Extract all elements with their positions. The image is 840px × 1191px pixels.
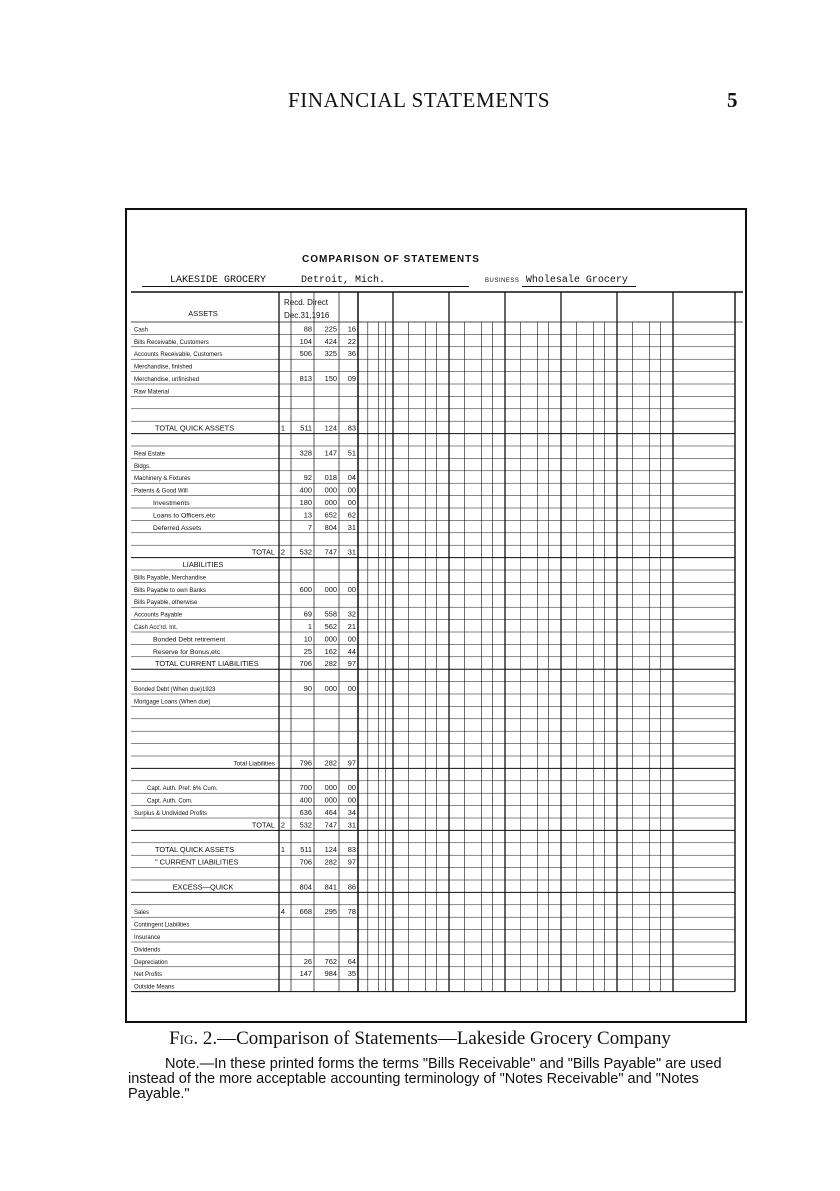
amount-cell: 124: [324, 423, 337, 433]
row-label: Loans to Officers,etc: [153, 512, 216, 520]
amount-cell: 282: [324, 758, 337, 768]
amount-cell: 000: [324, 485, 337, 495]
amount-cell: 83: [347, 423, 356, 433]
amount-cell: 00: [347, 485, 356, 495]
amount-cell: 225: [324, 324, 337, 334]
amount-cell: 532: [299, 820, 312, 830]
amount-cell: 796: [299, 758, 312, 768]
amount-cell: 706: [299, 659, 312, 669]
amount-cell: 000: [324, 634, 337, 644]
footnote: Note.—In these printed forms the terms "Bills Receivable" and "Bills Payable" are used instead of the more acceptable accounting terminology of "Notes Receivable" and "Notes Payable.": [128, 1056, 722, 1102]
row-label: TOTAL CURRENT LIABILITIES: [155, 659, 259, 669]
amount-cell: 000: [324, 584, 337, 594]
amount-cell: 147: [299, 969, 312, 979]
row-label: Bills Payable, Merchandise: [134, 575, 207, 582]
amount-cell: 804: [299, 882, 312, 892]
row-label: Bonded Debt retirement: [153, 636, 226, 644]
amount-cell: 282: [324, 659, 337, 669]
row-label: Raw Material: [134, 389, 170, 396]
amount-cell: 32: [347, 609, 356, 619]
amount-cell: 282: [324, 857, 337, 867]
amount-cell: 92: [303, 473, 312, 483]
amount-cell: 21: [347, 622, 356, 631]
amount-cell: 000: [324, 684, 337, 693]
row-label: Merchandise, finished: [134, 364, 193, 371]
amount-cell: 69: [303, 609, 312, 619]
amount-cell: 00: [347, 634, 356, 644]
amount-cell: 34: [347, 808, 356, 817]
business-field: [485, 274, 735, 286]
amount-cell: 600: [299, 584, 312, 594]
amount-cell: 22: [347, 336, 356, 346]
amount-cell: 747: [324, 547, 337, 557]
amount-cell: 652: [324, 510, 337, 520]
amount-cell: 25: [303, 646, 312, 656]
form-title: COMPARISON OF STATEMENTS: [302, 254, 480, 265]
amount-cell: 2: [280, 547, 285, 557]
row-label: Bills Payable to own Banks: [134, 587, 207, 594]
figure-label: Fig. 2.: [169, 1028, 218, 1049]
company-name: LAKESIDE GROCERY: [170, 275, 267, 286]
amount-cell: 700: [299, 783, 312, 793]
row-label: Outside Means: [134, 984, 175, 991]
row-label: Net Profits: [134, 972, 163, 979]
row-label: Deferred Assets: [153, 524, 202, 532]
row-label: EXCESS—QUICK: [172, 882, 234, 892]
amount-cell: 511: [300, 845, 312, 855]
statement-grid: [131, 290, 743, 1002]
row-label: Bills Receivable, Customers: [134, 339, 209, 346]
amount-cell: 841: [324, 882, 337, 892]
amount-cell: 97: [347, 758, 356, 768]
amount-cell: 000: [324, 795, 337, 805]
amount-cell: 000: [324, 783, 337, 793]
amount-cell: 31: [347, 522, 356, 532]
amount-cell: 90: [303, 684, 312, 693]
business-label: BUSINESS: [485, 278, 520, 284]
amount-cell: 10: [303, 634, 312, 644]
row-label: Bills Payable, otherwise: [134, 600, 198, 607]
amount-cell: 1: [280, 423, 285, 433]
amount-cell: 00: [347, 684, 356, 693]
amount-cell: 00: [347, 783, 356, 793]
business-value: Wholesale Grocery: [522, 275, 636, 287]
row-label: Mortgage Loans (When due): [134, 699, 211, 706]
amount-cell: 162: [324, 646, 337, 656]
page-number: 5: [727, 88, 738, 112]
row-label: Machinery & Fixtures: [134, 476, 191, 483]
amount-cell: 26: [303, 956, 312, 966]
row-label: TOTAL QUICK ASSETS: [155, 423, 235, 433]
amount-cell: 09: [347, 374, 356, 383]
row-label: Accounts Receivable, Customers: [134, 352, 223, 359]
row-label: Investments: [153, 500, 190, 507]
page-header: [0, 82, 840, 122]
amount-cell: 62: [347, 510, 356, 520]
row-label: TOTAL: [251, 820, 275, 830]
amount-cell: 668: [299, 907, 312, 917]
company-location: Detroit, Mich.: [301, 275, 386, 286]
row-label: Cash Acc'rd. Int.: [134, 625, 178, 631]
row-label: TOTAL: [251, 547, 275, 557]
amount-cell: 4: [280, 907, 285, 917]
amount-cell: 180: [299, 498, 312, 507]
column-heading-2: Dec.31,1916: [284, 311, 330, 320]
amount-cell: 31: [347, 820, 356, 830]
amount-cell: 747: [324, 820, 337, 830]
amount-cell: 1: [280, 845, 285, 855]
amount-cell: 124: [324, 845, 337, 855]
assets-header: ASSETS: [188, 309, 218, 318]
row-label: Cash: [134, 327, 149, 334]
amount-cell: 506: [299, 349, 312, 359]
amount-cell: 7: [307, 522, 312, 532]
figure-caption: [0, 1028, 840, 1050]
amount-cell: 804: [324, 522, 337, 532]
row-label: Capt. Auth. Com.: [147, 798, 193, 805]
amount-cell: 104: [299, 336, 312, 346]
amount-cell: 562: [324, 622, 337, 631]
running-title: FINANCIAL STATEMENTS: [288, 88, 551, 112]
row-label: Merchandise, unfinished: [134, 377, 200, 383]
amount-cell: 83: [347, 845, 356, 855]
amount-cell: 00: [347, 584, 356, 594]
amount-cell: 464: [324, 808, 337, 817]
row-label: TOTAL QUICK ASSETS: [155, 845, 235, 855]
amount-cell: 328: [299, 448, 312, 458]
amount-cell: 44: [347, 646, 356, 656]
row-label: Depreciation: [134, 959, 168, 966]
comparison-form: [125, 208, 747, 1023]
row-label: Surplus & Undivided Profits: [134, 811, 208, 817]
row-label: Real Estate: [134, 451, 166, 458]
row-label: Bldgs.: [134, 463, 151, 470]
amount-cell: 813: [299, 374, 312, 383]
row-label: Dividends: [134, 947, 161, 954]
amount-cell: 532: [299, 547, 312, 557]
row-label: Contingent Liabilities: [134, 922, 190, 929]
row-label: Sales: [134, 910, 150, 917]
amount-cell: 150: [324, 374, 337, 383]
amount-cell: 78: [347, 907, 356, 917]
amount-cell: 511: [300, 423, 312, 433]
amount-cell: 325: [324, 349, 337, 359]
amount-cell: 88: [303, 324, 312, 334]
row-label: Total Liabilities: [233, 760, 275, 768]
amount-cell: 762: [324, 956, 337, 966]
row-label: Reserve for Bonus,etc: [153, 648, 221, 656]
amount-cell: 36: [347, 349, 356, 359]
amount-cell: 86: [347, 882, 356, 892]
row-label: LIABILITIES: [182, 560, 224, 569]
amount-cell: 558: [324, 609, 337, 619]
amount-cell: 97: [347, 857, 356, 867]
amount-cell: 636: [299, 808, 312, 817]
amount-cell: 00: [347, 498, 356, 507]
column-heading-1: Recd. Direct: [284, 298, 329, 307]
amount-cell: 400: [299, 485, 312, 495]
row-label: " CURRENT LIABILITIES: [155, 857, 239, 867]
row-label: Capt. Auth. Pref. 6% Cum.: [147, 786, 218, 793]
amount-cell: 16: [347, 324, 356, 334]
amount-cell: 2: [280, 820, 285, 830]
amount-cell: 400: [299, 795, 312, 805]
amount-cell: 35: [347, 969, 356, 979]
row-label: Accounts Payable: [134, 612, 183, 619]
row-label: Bonded Debt (When due)1923: [134, 687, 216, 693]
amount-cell: 295: [324, 907, 337, 917]
amount-cell: 51: [347, 448, 356, 458]
company-field: [142, 274, 320, 287]
amount-cell: 31: [347, 547, 356, 557]
amount-cell: 04: [347, 473, 356, 483]
amount-cell: 13: [303, 510, 312, 520]
amount-cell: 64: [347, 956, 356, 966]
amount-cell: 018: [324, 473, 337, 483]
amount-cell: 1: [307, 622, 312, 631]
figure-text: —Comparison of Statements—Lakeside Grocery Company: [217, 1028, 671, 1049]
row-label: Patents & Good Will: [134, 488, 188, 495]
row-label: Insurance: [134, 935, 161, 941]
location-field: [297, 274, 469, 287]
amount-cell: 97: [347, 659, 356, 669]
amount-cell: 00: [347, 795, 356, 805]
amount-cell: 000: [324, 498, 337, 507]
amount-cell: 147: [324, 448, 337, 458]
amount-cell: 424: [324, 336, 337, 346]
amount-cell: 984: [324, 969, 337, 979]
amount-cell: 706: [299, 857, 312, 867]
